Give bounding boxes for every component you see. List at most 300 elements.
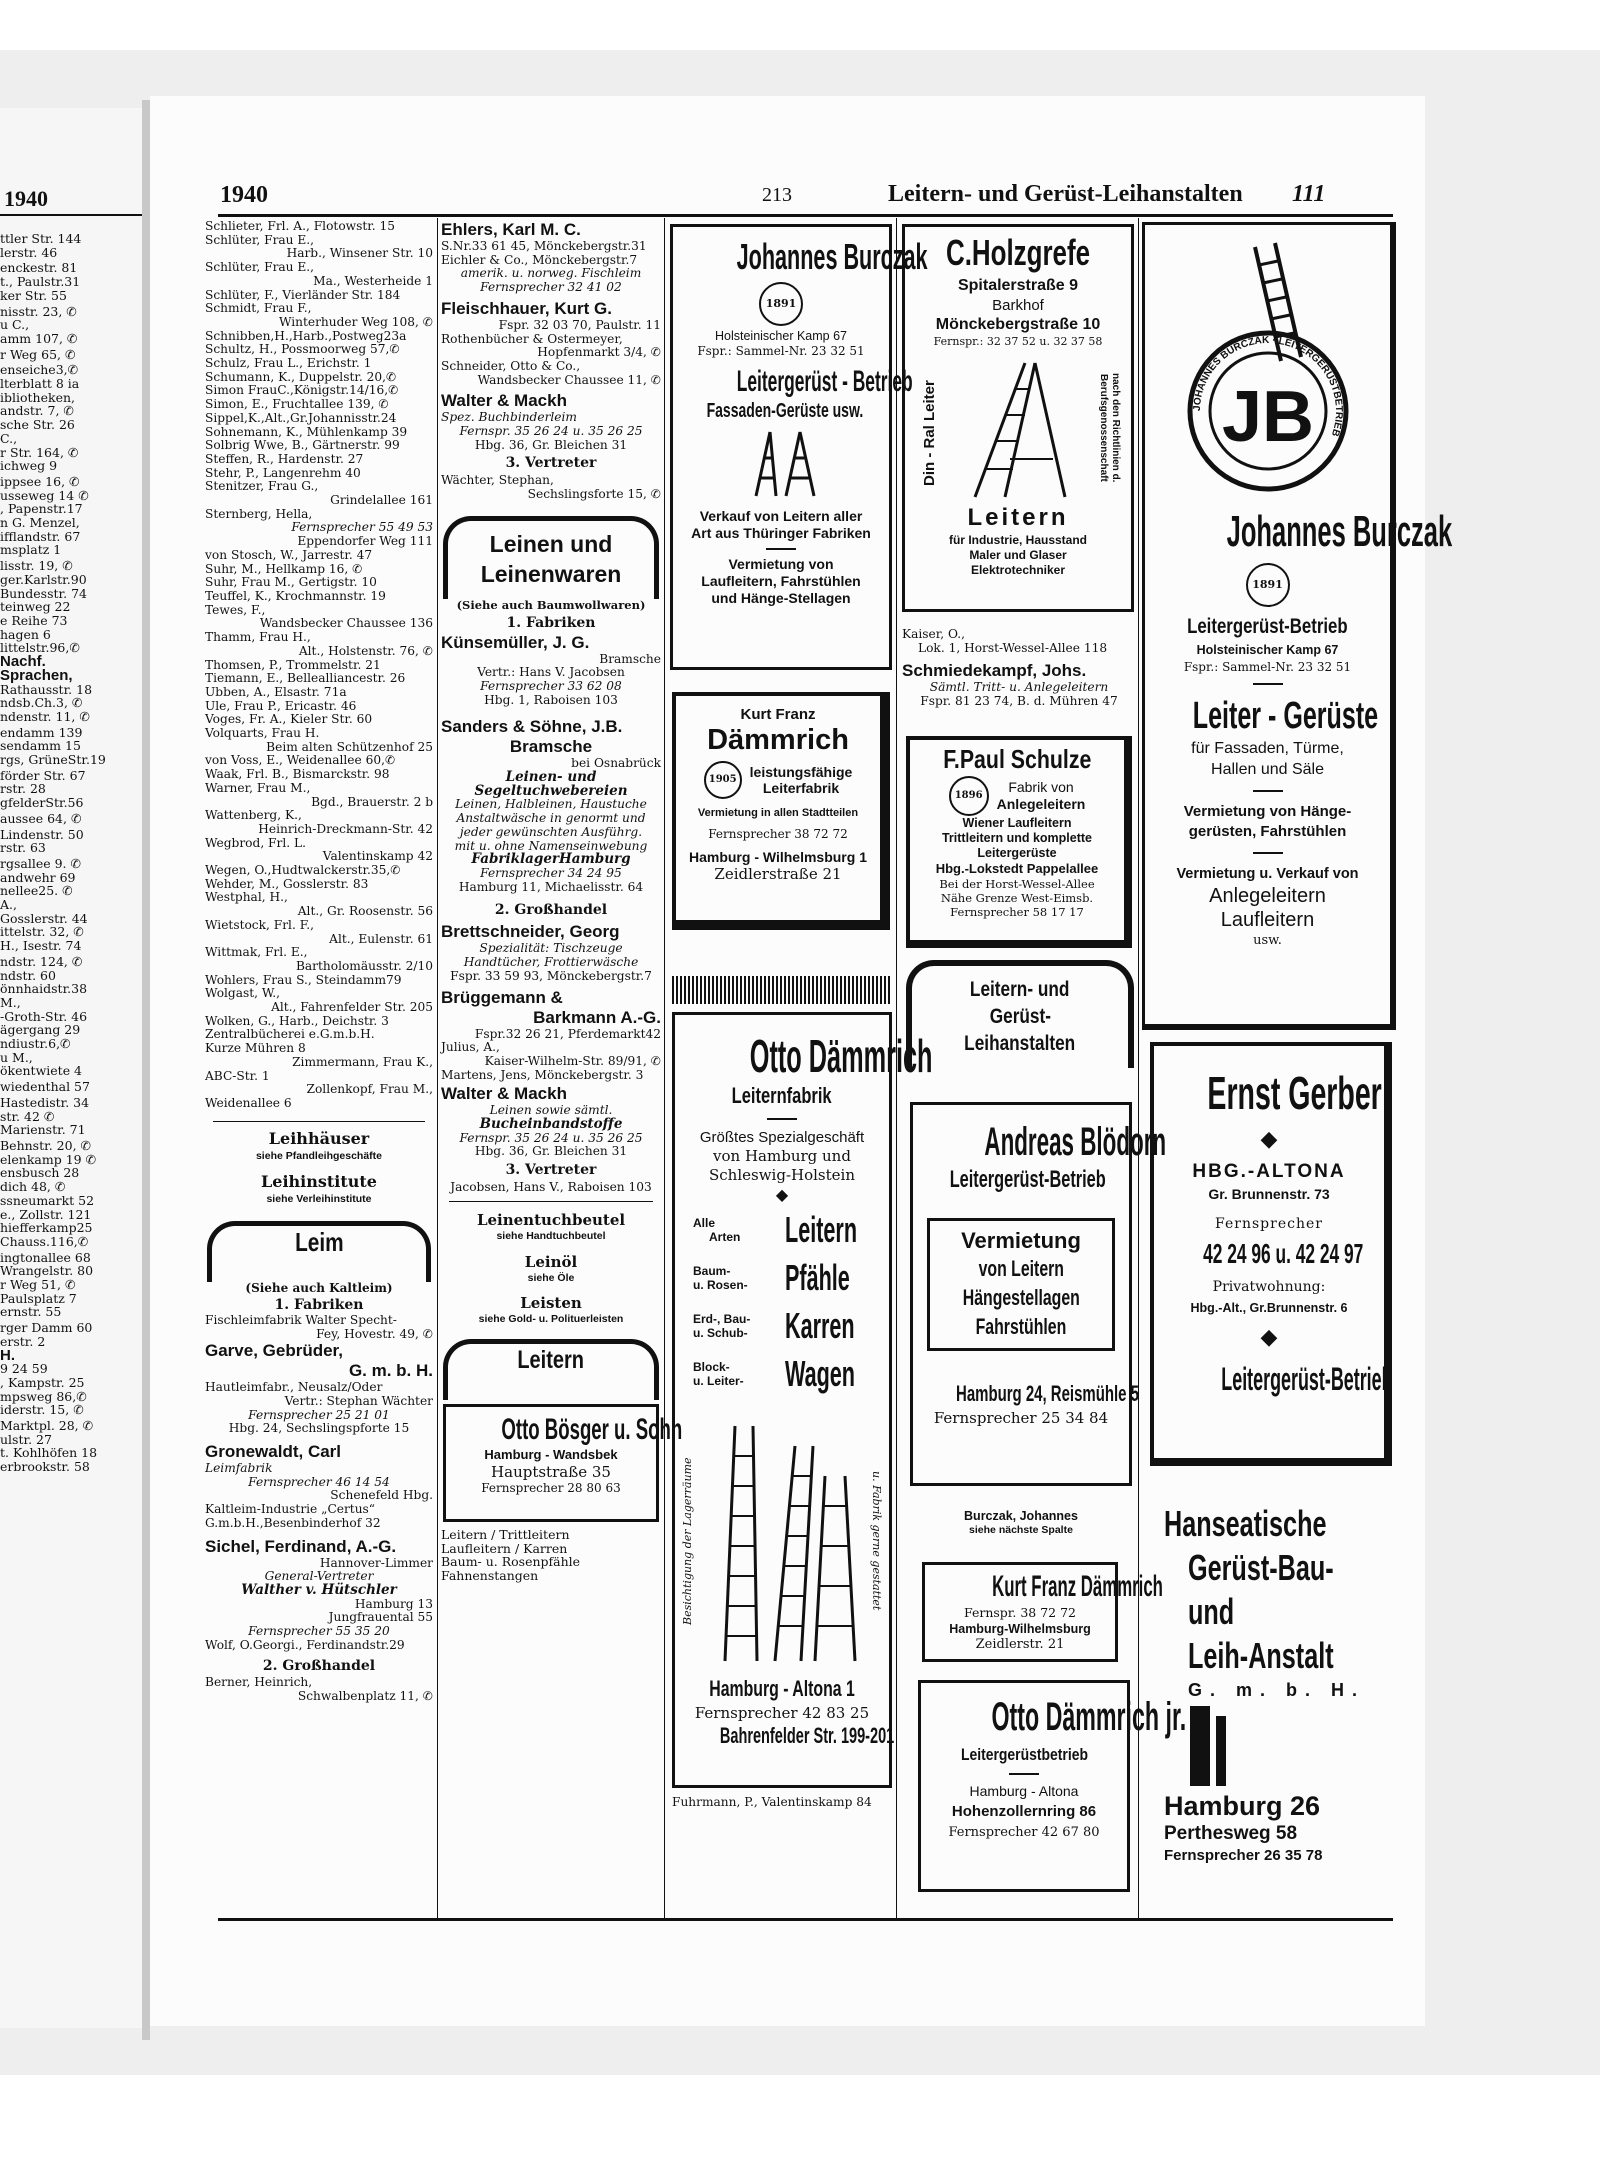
grosshandel-1: 2. Großhandel	[262, 1658, 376, 1675]
section-header-leim	[207, 1221, 431, 1282]
boesger-products	[441, 1528, 661, 1583]
burczak-big-fspr: Fspr.: Sammel-Nr. 23 32 51	[1183, 660, 1352, 674]
previous-page-line: Hastedistr. 34	[0, 1094, 90, 1110]
divider	[449, 1201, 653, 1202]
previous-page-line: ernstr. 55	[0, 1304, 62, 1320]
entry-line: Spez. Buchbinderleim	[441, 410, 577, 425]
previous-page-line: ndenstr. 11, ✆	[0, 708, 90, 724]
entry-line: amerik. u. norweg. Fischleim	[460, 266, 642, 281]
previous-page-line: Behnstr. 20, ✆	[0, 1138, 91, 1153]
burczak-big-l3: für Fassaden, Türme,	[1191, 740, 1344, 757]
previous-page-line: lterblatt 8 ia	[0, 376, 80, 392]
entry-line: Wolgast, W.,	[205, 986, 281, 1001]
entries-5	[205, 1557, 433, 1653]
entry-line: Fischleimfabrik Walter Specht-	[205, 1312, 397, 1327]
previous-page-line: ibliotheken,	[0, 389, 75, 405]
entry-line: Weidenallee 6	[205, 1096, 292, 1110]
holzgrefe-s2: Barkhof	[992, 297, 1044, 314]
hanseatische-l1: Hanseatische	[1164, 1503, 1327, 1544]
burczak-big-addr: Holsteinischer Kamp 67	[1196, 643, 1339, 657]
previous-page-line: ssneumarkt 52	[0, 1192, 95, 1208]
otto-l1: Größtes Spezialgeschäft	[699, 1129, 865, 1146]
entry-line: Leinen- und	[505, 769, 597, 786]
daemmrich-t2: Dämmrich	[707, 724, 849, 756]
entry-line: jeder gewünschten Ausführg.	[459, 824, 643, 839]
previous-page-line: n G. Menzel,	[0, 515, 80, 531]
hanseatische-l4: Leih-Anstalt	[1188, 1635, 1334, 1676]
entry-line: Wehder, M., Gosslerstr. 83	[205, 876, 369, 891]
kfd-addr2: Zeidlerstr. 21	[975, 1637, 1065, 1652]
entry-line: Segeltuchwebereien	[474, 782, 628, 799]
hanseatische-bars	[1164, 1706, 1392, 1786]
schulze-l2: Anlegeleitern	[996, 796, 1086, 812]
boesger-phone: Fernsprecher 28 80 63	[481, 1480, 621, 1495]
entries-e	[441, 653, 661, 708]
entry-line: ABC-Str. 1	[205, 1068, 270, 1083]
previous-page-line: wiedenthal 57	[0, 1079, 90, 1095]
column-1	[205, 220, 433, 1915]
burczak-big-l10: usw.	[1253, 933, 1282, 948]
previous-page-line: ndiustr.6,✆	[0, 1036, 71, 1052]
entry-line: Laufleitern / Karren	[441, 1540, 568, 1556]
otto-c12	[693, 1312, 750, 1340]
ref-leisten: siehe Gold- u. Polituerleisten	[478, 1313, 624, 1326]
column-2	[441, 220, 683, 1915]
entries-3	[205, 1381, 433, 1436]
entry-line: Wandsbecker Chaussee 11, ✆	[477, 372, 661, 387]
previous-page-line: A.,	[0, 897, 17, 913]
previous-page-line: hiefferkamp25	[0, 1220, 93, 1236]
entry-line: Sohnemann, K., Mühlenkamp 39	[205, 424, 408, 439]
previous-page-line: ndsb.Ch.3, ✆	[0, 695, 83, 711]
entry-line: Alt., Gr. Roosenstr. 56	[297, 904, 433, 919]
entries-2	[205, 1314, 433, 1341]
previous-page-line: iderstr. 15, ✆	[0, 1402, 84, 1418]
entry-line: Anstaltwäsche in genormt und	[456, 811, 646, 826]
entry-line: von Stosch, W., Jarrestr. 47	[205, 547, 373, 562]
section-header-leitern	[443, 1339, 659, 1400]
hanseatische-l3: und	[1188, 1591, 1235, 1632]
fuhrmann: Fuhrmann, P., Valentinskamp 84	[672, 1795, 872, 1809]
ad-otto-jr	[918, 1680, 1187, 1892]
entry-line: Fernsprecher 32 41 02	[480, 280, 622, 295]
entries-h	[441, 1028, 661, 1083]
previous-page-line: lisstr. 19, ✆	[0, 558, 73, 574]
entry-line: Zentralbücherei e.G.m.b.H.	[205, 1027, 375, 1042]
otto-d2: u. Leiter-	[693, 1374, 744, 1388]
gronewaldt: Gronewaldt, Carl	[205, 1442, 342, 1462]
gerber-nums: 42 24 96 u. 42 24 97	[1203, 1238, 1364, 1269]
schmiedekampf: Schmiedekampf, Johs.	[902, 661, 1087, 681]
entry-line: Fernsprecher 46 14 54	[248, 1474, 390, 1489]
schmiedekampf-2: Sämtl. Tritt- u. Anlegeleitern	[929, 680, 1109, 695]
heading-leinoel: Leinöl	[524, 1252, 578, 1271]
previous-page-line: , Kampstr. 25	[0, 1374, 85, 1390]
burczak-small-fspr: Fspr.: Sammel-Nr. 23 32 51	[697, 344, 865, 358]
divider	[1253, 852, 1283, 854]
brueggemann: Brüggemann &	[441, 987, 563, 1007]
previous-page-line: u C.,	[0, 317, 30, 333]
otto-b3: Pfähle	[785, 1257, 850, 1298]
kaiser-2: Lok. 1, Horst-Wessel-Allee 118	[918, 640, 1108, 655]
bloedorn-v4: Fahrstühlen	[975, 1314, 1067, 1339]
previous-page-line: rgs, GrüneStr.19	[0, 752, 106, 768]
burczak-big-l9: Laufleitern	[1220, 909, 1315, 931]
otto-c1: Erd-, Bau-	[693, 1312, 751, 1326]
previous-page-line: rgsallee 9. ✆	[0, 855, 81, 871]
entry-line: Suhr, Frau M., Gertigstr. 10	[205, 575, 377, 590]
divider	[1253, 683, 1283, 685]
divider	[1253, 790, 1283, 792]
gerber-l1: Leitergerüst-Betrieb	[1221, 1361, 1393, 1397]
hanseatische-fspr: Fernsprecher 26 35 78	[1164, 1847, 1323, 1864]
previous-page-line: ndstr. 124, ✆	[0, 953, 83, 969]
vertreter-1: 3. Vertreter	[505, 455, 597, 472]
kaiser: Kaiser, O.,	[902, 627, 965, 641]
bloedorn-v3: Hängestellagen	[962, 1285, 1080, 1310]
ref-leinentuchbeutel: siehe Handtuchbeutel	[496, 1229, 606, 1242]
entry-line: Waak, Frl. B., Bismarckstr. 98	[205, 767, 390, 782]
entry-line: Schultz, H., Possmoorweg 57,✆	[205, 342, 400, 357]
entry-line: Handtücher, Frottierwäsche	[463, 955, 639, 970]
previous-page-line: ökentwiete 4	[0, 1063, 83, 1079]
burczak-logo	[1183, 241, 1353, 501]
entry-line: Hbg. 36, Gr. Bleichen 31	[474, 1144, 628, 1159]
heading-leihinstitute: Leihinstitute	[261, 1172, 377, 1192]
previous-page-line: t. Kohlhöfen 18	[0, 1445, 98, 1461]
entry-line: Jacobsen, Hans V., Raboisen 103	[450, 1180, 652, 1195]
otto-d12	[693, 1360, 744, 1388]
previous-page-line: ulstr. 27	[0, 1431, 52, 1447]
burczak-big-l4: Hallen und Säle	[1211, 761, 1324, 778]
previous-page-line: -Groth-Str. 46	[0, 1008, 88, 1024]
previous-page-line: t., Paulstr.31	[0, 274, 81, 290]
schulze-l6: Hbg.-Lokstedt Pappelallee	[935, 861, 1099, 876]
leinen-title-1: Leinen und	[489, 530, 613, 557]
entry-line: Schlüter, Frau E.,	[205, 232, 315, 247]
schulze-l8: Nähe Grenze West-Eimsb.	[940, 891, 1094, 905]
ref-leihinstitute: siehe Verleihinstitute	[266, 1193, 372, 1206]
leinen-fabriken: 1. Fabriken	[506, 614, 596, 631]
ehlers: Ehlers, Karl M. C.	[441, 220, 581, 239]
entry-line: Alt., Holstenstr. 76, ✆	[298, 643, 433, 658]
entry-line: Tiemann, E., Bellealliancestr. 26	[205, 671, 406, 686]
entry-line: Wolf, O.Georgi., Ferdinandstr.29	[205, 1637, 405, 1652]
previous-page-line: önnhaidstr.38	[0, 981, 88, 997]
previous-page-line: rger Damm 60	[0, 1320, 93, 1336]
previous-page-line: usseweg 14 ✆	[0, 487, 89, 503]
entries-d	[441, 474, 661, 501]
vertreter-2: 3. Vertreter	[505, 1162, 597, 1179]
entry-line: Eichler & Co., Mönckebergstr.7	[441, 252, 638, 267]
section-title-3: Leihanstalten	[964, 1032, 1076, 1055]
entry-line: Fernsprecher 34 24 95	[480, 865, 622, 880]
previous-page-line: rstr. 63	[0, 840, 46, 856]
hanseatische-l2: Gerüst-Bau-	[1188, 1547, 1334, 1588]
entry-line: Stehr, P., Langenrehm 40	[205, 465, 361, 480]
entry-line: Fahnenstangen	[441, 1568, 539, 1584]
previous-page-line: erbrookstr. 58	[0, 1459, 90, 1475]
daemmrich-addr: Hamburg - Wilhelmsburg 1	[688, 849, 867, 865]
divider	[767, 1118, 797, 1120]
previous-page-line: Nachf.	[0, 653, 46, 671]
bloedorn-name: Andreas Blödorn	[984, 1120, 1167, 1164]
bar-mark	[1190, 1706, 1210, 1786]
entry-line: Alt., Eulenstr. 61	[329, 931, 433, 946]
holzgrefe-name: C.Holzgrefe	[945, 232, 1091, 273]
burczak-big-l8: Anlegeleitern	[1209, 885, 1326, 907]
previous-page-line: ndstr. 60	[0, 967, 56, 983]
otto-fspr: Fernsprecher 42 83 25	[694, 1704, 870, 1722]
entry-line: Schlieter, Frl. A., Flotowstr. 15	[205, 219, 395, 233]
holzgrefe-leitern: Leitern	[967, 504, 1069, 531]
entry-line: Leitern / Trittleitern	[441, 1526, 570, 1542]
entry-line: Sippel,K.,Alt.,Gr.Johannisstr.24	[205, 410, 397, 425]
entries-f	[441, 757, 661, 894]
burczak-ref	[906, 1510, 1136, 1537]
holzgrefe-t1: für Industrie, Hausstand	[948, 533, 1088, 547]
entry-line: Leinen, Halbleinen, Haustuche	[455, 797, 647, 812]
section-title-2: Gerüst-	[989, 1005, 1051, 1028]
entry-line: Westphal, H.,	[205, 890, 288, 905]
gerber-fspr: Fernsprecher	[1215, 1216, 1323, 1232]
entry-line: Fspr. 32 03 70, Paulstr. 11	[498, 317, 661, 332]
col4-entries-top	[902, 628, 1136, 709]
burczak-small-seal: 1891	[759, 282, 803, 326]
otto-l2: von Hamburg und	[713, 1147, 851, 1165]
previous-page-line: e., Zollstr. 121	[0, 1206, 92, 1222]
page-title: Leitern- und Gerüst-Leihanstalten	[888, 181, 1243, 207]
entry-line: Hbg. 36, Gr. Bleichen 31	[474, 437, 628, 452]
entry-line: Wandsbecker Chaussee 136	[259, 616, 433, 631]
leitern-section-title: Leitern	[517, 1345, 585, 1374]
burczak-small-l2: Fassaden-Gerüste usw.	[706, 400, 864, 422]
entry-line: Fspr. 33 59 93, Mönckebergstr.7	[450, 968, 652, 983]
schulze-l4: Trittleitern und komplette	[941, 831, 1092, 845]
burczak-small-l7: und Hänge-Stellagen	[711, 590, 851, 606]
ad-otto-daemmrich	[672, 1012, 933, 1788]
section-header-leinen	[443, 516, 659, 599]
ad-hanseatische	[1164, 1502, 1392, 1902]
previous-page-line: nisstr. 23, ✆	[0, 303, 77, 319]
page-year: 1940	[220, 182, 268, 208]
diamond-icon: ◆	[1260, 1127, 1278, 1152]
previous-page-line: Gosslerstr. 44	[0, 910, 88, 926]
column-divider-1	[437, 218, 438, 1918]
daemmrich-l1: leistungsfähige	[749, 764, 853, 780]
previous-page-line: C.,	[0, 430, 18, 446]
previous-page-line: ippsee 16, ✆	[0, 473, 80, 489]
burczak-logo-text: JB	[1221, 377, 1314, 457]
holzgrefe-s1: Spitalerstraße 9	[957, 277, 1079, 294]
column-divider-2	[664, 218, 665, 1918]
otto-side1: Besichtigung der Lagerräume	[681, 1457, 694, 1625]
previous-page-line: r Str. 164, ✆	[0, 444, 79, 460]
entry-line: Walther v. Hütschler	[241, 1581, 397, 1598]
section-header-leitern-geruest	[906, 960, 1134, 1068]
brueggemann-2: Barkmann A.-G.	[533, 1007, 661, 1027]
entry-line: Winterhuder Weg 108, ✆	[278, 314, 433, 329]
entry-line: Hamburg 11, Michaelisstr. 64	[458, 879, 644, 894]
bloedorn-v2: von Leitern	[978, 1256, 1064, 1281]
entry-line: Hautleimfabr., Neusalz/Oder	[205, 1380, 383, 1395]
gerber-name: Ernst Gerber	[1207, 1067, 1382, 1119]
entry-line: Teuffel, K., Krochmannstr. 19	[205, 588, 386, 603]
entry-line: Grindelallee 161	[330, 493, 433, 508]
daemmrich-t1: Kurt Franz	[740, 706, 816, 723]
previous-page-line: H.	[0, 1346, 15, 1364]
previous-page-fragment	[0, 108, 144, 2028]
otto-d3: Wagen	[785, 1353, 856, 1394]
entry-line: Kurze Mühren 8	[205, 1041, 306, 1056]
garve-2: G. m. b. H.	[348, 1361, 433, 1381]
ladders-illustration	[705, 1416, 865, 1666]
otto-a12	[693, 1216, 740, 1244]
ad-paul-schulze	[906, 736, 1132, 948]
ad-boesger	[443, 1404, 683, 1522]
gerber-priv2: Hbg.-Alt., Gr.Brunnenstr. 6	[1190, 1301, 1348, 1315]
entry-line: Fernsprecher 55 49 53	[291, 520, 433, 535]
gerber-addr: Gr. Brunnenstr. 73	[1208, 1186, 1330, 1202]
entries-j	[441, 1181, 661, 1195]
burczak-big-l2: Leiter - Gerüste	[1192, 695, 1379, 737]
ref-leihhaeuser: siehe Pfandleihgeschäfte	[255, 1149, 383, 1162]
fuhrmann-entry	[672, 1796, 894, 1810]
ottojr-fspr: Fernsprecher 42 67 80	[948, 1825, 1100, 1840]
leim-fabriken: 1. Fabriken	[274, 1296, 364, 1313]
previous-page-line: ichweg 9	[0, 458, 58, 474]
holzgrefe-t2: Maler und Glaser	[969, 548, 1067, 562]
fleischhauer: Fleischhauer, Kurt G.	[441, 298, 612, 318]
section-title-1: Leitern- und	[970, 978, 1070, 1001]
entry-list-1	[205, 220, 433, 1111]
ad-holzgrefe	[902, 224, 1134, 612]
entry-line: Bramsche	[599, 651, 661, 666]
ottojr-sub: Leitergerüstbetrieb	[960, 1745, 1088, 1764]
previous-page-line: ittelstr. 32, ✆	[0, 924, 84, 940]
previous-page-year: 1940	[4, 186, 48, 211]
entry-line: Wattenberg, K.,	[205, 808, 302, 823]
entry-line: Hbg. 1, Raboisen 103	[484, 692, 618, 707]
otto-b1: Baum-	[693, 1264, 731, 1278]
entry-line: Stenitzer, Frau G.,	[205, 479, 319, 494]
bloedorn-addr: Hamburg 24, Reismühle 5	[956, 1381, 1139, 1406]
holzgrefe-side2: nach den Richtlinien d. Berufsgenossenschaft	[1098, 373, 1121, 483]
entry-line: Harb., Winsener Str. 10	[286, 246, 433, 261]
walter-mackh-2: Walter & Mackh	[441, 1084, 567, 1104]
burczak-small-l4: Art aus Thüringer Fabriken	[691, 525, 871, 541]
previous-page-line: mpsweg 86,✆	[0, 1388, 87, 1404]
previous-page-line: lerstr. 46	[0, 244, 58, 260]
previous-page-line: 9 24 59	[0, 1361, 48, 1377]
entry-line: Schlüter, Frau E.,	[205, 260, 315, 275]
ad-burczak-big	[1142, 222, 1453, 1030]
bloedorn-sub: Leitergerüst-Betrieb	[949, 1166, 1106, 1193]
entry-line: Schlüter, F., Vierländer Str. 184	[205, 287, 401, 302]
entry-line: Schenefeld Hbg.	[330, 1488, 433, 1503]
entries-g	[441, 942, 661, 983]
ladder-icon	[736, 428, 826, 498]
entries-a	[441, 240, 661, 295]
holzgrefe-t3: Elektrotechniker	[970, 563, 1066, 577]
hanseatische-l5: G. m. b. H.	[1188, 1680, 1366, 1700]
entry-line: Warner, Frau M.,	[205, 780, 311, 795]
entry-line: Alt., Fahrenfelder Str. 205	[271, 1000, 433, 1015]
burczak-big-seal: 1891	[1246, 563, 1290, 607]
entry-line: Wolken, G., Harb., Deichstr. 3	[205, 1013, 389, 1028]
previous-page-line: ifflandstr. 67	[0, 528, 81, 544]
hanseatische-addr2: Perthesweg 58	[1164, 1823, 1298, 1844]
boesger-city: Hamburg - Wandsbek	[484, 1446, 618, 1462]
previous-page-line: andstr. 7, ✆	[0, 403, 74, 419]
burczak-small-l5: Vermietung von	[728, 556, 834, 572]
entry-line: Wohlers, Frau S., Steindamm79	[205, 972, 402, 987]
entry-line: Berner, Heinrich,	[205, 1675, 313, 1690]
footer-rule	[218, 1918, 1393, 1921]
burczak-big-l6: gerüsten, Fahrstühlen	[1188, 823, 1347, 840]
otto-sub: Leiternfabrik	[732, 1083, 832, 1108]
entry-line: Bgd., Brauerstr. 2 b	[311, 794, 433, 809]
previous-page-line: förder Str. 67	[0, 767, 86, 783]
entry-line: Fey, Hovestr. 49, ✆	[316, 1326, 433, 1341]
previous-page-line: elenkamp 19 ✆	[0, 1151, 97, 1167]
ottojr-l1: Hamburg - Altona	[969, 1783, 1079, 1799]
previous-page-line: littelstr.96,✆	[0, 640, 80, 656]
entries-6	[205, 1676, 433, 1703]
entry-line: Eppendorfer Weg 111	[297, 534, 433, 549]
entry-line: Fernspr. 35 26 24 u. 35 26 25	[459, 1130, 643, 1145]
burczak-big-name: Johannes Burczak	[1226, 507, 1453, 556]
entry-line: Hamburg 13	[354, 1596, 433, 1611]
bloedorn-v1: Vermietung	[961, 1228, 1081, 1253]
hanseatische-addr: Hamburg 26	[1164, 1791, 1321, 1821]
kfd-fspr: Fernspr. 38 72 72	[963, 1605, 1077, 1620]
entry-line: Wietstock, Frl. F.,	[205, 917, 315, 932]
previous-page-line: Chauss.116,✆	[0, 1233, 89, 1249]
previous-page-line: , Papenstr.17	[0, 501, 83, 517]
entry-line: Sechslingsforte 15, ✆	[527, 487, 661, 502]
entry-line: Valentinskamp 42	[322, 849, 433, 864]
otto-b12	[693, 1264, 748, 1292]
previous-page-line: ägergang 29	[0, 1022, 81, 1038]
divider	[1009, 1773, 1039, 1775]
schulze-l5: Leitergerüste	[977, 846, 1057, 860]
bloedorn-fspr: Fernsprecher 25 34 84	[933, 1409, 1109, 1427]
schulze-l7: Bei der Horst-Wessel-Allee	[939, 877, 1095, 891]
walter-mackh: Walter & Mackh	[441, 391, 567, 411]
previous-page-line: nellee25. ✆	[0, 883, 73, 899]
burczak-small-name: Johannes Burczak	[736, 236, 928, 277]
otto-a3: Leitern	[785, 1209, 858, 1250]
entry-line: Wittmak, Frl. E.,	[205, 945, 308, 960]
otto-d1: Block-	[693, 1360, 730, 1374]
schulze-fspr: Fernsprecher 58 17 17	[950, 905, 1084, 919]
entry-line: Schmidt, Frau F.,	[205, 301, 312, 316]
daemmrich-l2: Leiterfabrik	[762, 780, 840, 796]
entry-line: S.Nr.33 61 45, Mönckebergstr.31	[441, 239, 647, 253]
gerber-priv: Privatwohnung:	[1212, 1279, 1326, 1295]
otto-name: Otto Dämmrich	[749, 1030, 933, 1082]
entry-line: Thomsen, P., Trommelstr. 21	[205, 657, 381, 672]
heading-leisten: Leisten	[520, 1294, 582, 1313]
leinen-title-2: Leinenwaren	[480, 560, 622, 587]
previous-page-line: sendamm 15	[0, 738, 81, 754]
entry-line: Volquarts, Frau H.	[205, 726, 320, 741]
entry-line: Sternberg, Hella,	[205, 506, 313, 521]
otto-addr: Hamburg - Altona 1	[709, 1676, 855, 1701]
directory-page	[150, 96, 1453, 2026]
entry-line: Baum- u. Rosenpfähle	[441, 1554, 581, 1570]
